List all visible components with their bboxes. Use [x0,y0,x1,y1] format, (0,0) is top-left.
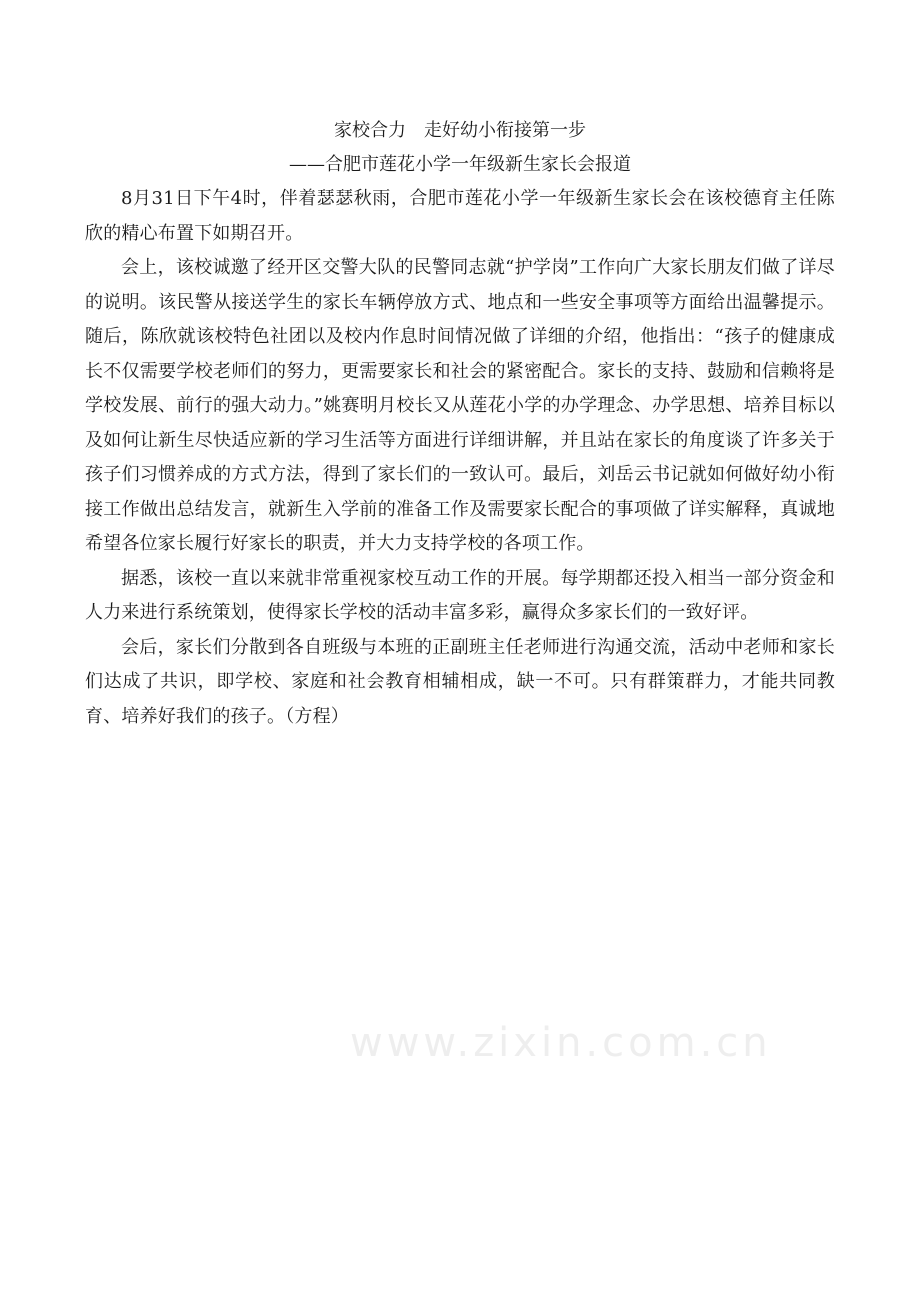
article-subtitle: ——合肥市莲花小学一年级新生家长会报道 [289,154,631,175]
article [85,114,835,734]
article-title: 家校合力 走好幼小衔接第一步 [334,120,586,141]
paragraph-2: 会上，该校诚邀了经开区交警大队的民警同志就“护学岗”工作向广大家长朋友们做了详尽的说明。该民警从接送学生的家长车辆停放方式、地点和一些安全事项等方面给出温馨提示。随后，陈欣就该校特色社团以及校内作息时间情况做了详细的介绍，他指出：“孩子的健康成长不仅需要学校老师们的努力，更需要家长和社会的紧密配合。家长的支持、鼓励和信赖将是学校发展、前行的强大动力。”姚赛明月校长又从莲花小学的办学理念、办学思想、培养目标以及如何让新生尽快适应新的学习生活等方面进行详细讲解，并且站在家长的角度谈了许多关于孩子们习惯养成的方式方法，得到了家长们的一致认可。最后，刘岳云书记就如何做好幼小衔接工作做出总结发言，就新生入学前的准备工作及需要家长配合的事项做了详实解释，真诚地希望各位家长履行好家长的职责，并大力支持学校的各项工作。 [85,257,835,554]
paragraph-1: 8月31日下午4时，伴着瑟瑟秋雨，合肥市莲花小学一年级新生家长会在该校德育主任陈欣的精心布置下如期召开。 [85,188,835,244]
paragraph-3: 据悉，该校一直以来就非常重视家校互动工作的开展。每学期都还投入相当一部分资金和人力来进行系统策划，使得家长学校的活动丰富多彩，赢得众多家长们的一致好评。 [85,567,835,623]
paragraph-4: 会后，家长们分散到各自班级与本班的正副班主任老师进行沟通交流，活动中老师和家长们达成了共识，即学校、家庭和社会教育相辅相成，缺一不可。只有群策群力，才能共同教育、培养好我们的孩子。（方程） [85,636,835,727]
watermark: www.zixin.com.cn [350,1020,772,1066]
